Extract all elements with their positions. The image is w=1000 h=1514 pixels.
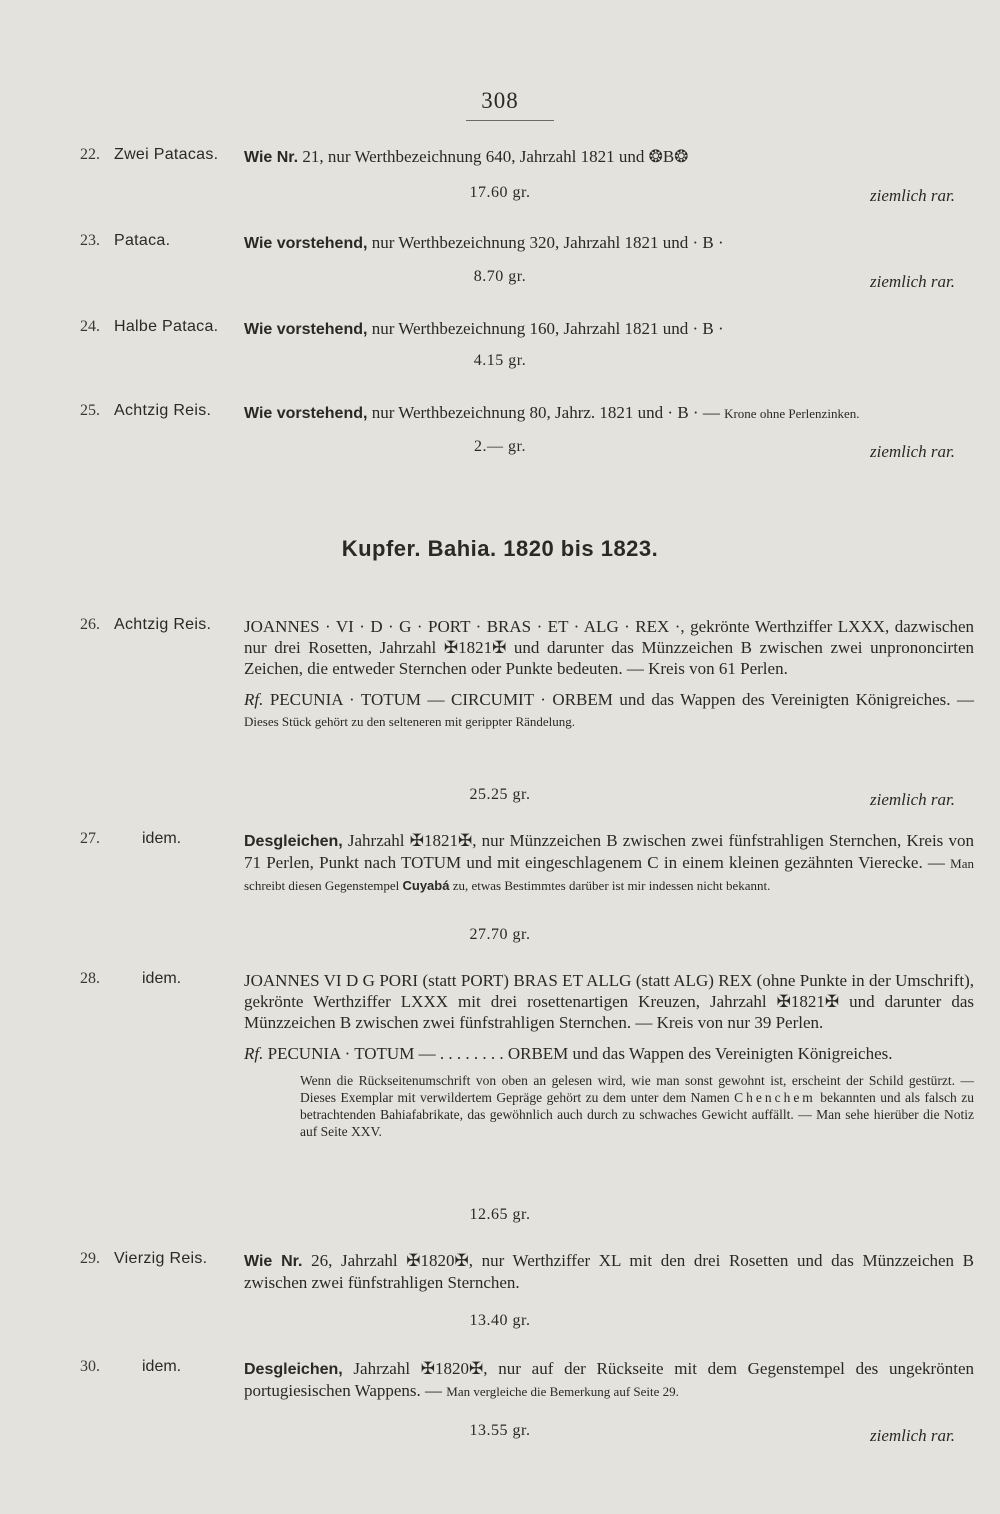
entry-rarity: ziemlich rar.	[870, 1426, 955, 1445]
entry-denomination: idem.	[142, 830, 182, 847]
reverse-description: Rf. PECUNIA · TOTUM — . . . . . . . . ORBEM und das Wappen des Vereinigten Königreiches.	[244, 1044, 893, 1063]
reverse-description: Rf. PECUNIA · TOTUM — CIRCUMIT · ORBEM und das Wappen des Vereinigten Königreiches. — Dieses Stück gehört zu den selteneren mit gerippter Rändelung.	[244, 690, 974, 729]
entry-denomination: Pataca.	[114, 232, 171, 249]
entry-lead: Desgleichen,	[244, 833, 343, 850]
entry-weight: 13.40 gr.	[469, 1312, 531, 1329]
entry-number: 27.	[80, 830, 100, 847]
entry-note: Man schreibt diesen Gegenstempel Cuyabá zu, etwas Bestimmtes darüber ist mir indessen nicht bekannt.	[244, 856, 974, 893]
entry-description: Wie Nr. 21, nur Werthbezeichnung 640, Jahrzahl 1821 und ❂B❂	[244, 147, 689, 166]
entry-denomination: idem.	[142, 1358, 182, 1375]
entry-denomination: Achtzig Reis.	[114, 616, 212, 633]
entry-number: 24.	[80, 318, 100, 335]
entry-description: Wie vorstehend, nur Werthbezeichnung 80, Jahrz. 1821 und · B · — Krone ohne Perlenzinken.	[244, 403, 860, 422]
entry-weight: 2.— gr.	[474, 438, 526, 455]
entry-denomination: idem.	[142, 970, 182, 987]
entry-weight: 4.15 gr.	[473, 352, 527, 369]
entry-rarity: ziemlich rar.	[870, 186, 955, 205]
entry-weight: 8.70 gr.	[473, 268, 527, 285]
entry-number: 26.	[80, 616, 100, 633]
entry-rarity: ziemlich rar.	[870, 442, 955, 461]
entry-rarity: ziemlich rar.	[870, 790, 955, 809]
entry-number: 29.	[80, 1250, 100, 1267]
section-heading: Kupfer. Bahia. 1820 bis 1823.	[341, 536, 659, 561]
entry-weight: 13.55 gr.	[469, 1422, 531, 1439]
entry-description: Desgleichen, Jahrzahl ✠1820✠, nur auf der Rückseite mit dem Gegenstempel des ungekrönten portugiesischen Wappens. — Man vergleiche die Bemerkung auf Seite 29.	[244, 1359, 974, 1400]
entry-lead: Wie vorstehend,	[244, 321, 368, 338]
entry-denomination: Zwei Patacas.	[114, 146, 219, 163]
entry-footnote: Wenn die Rückseitenumschrift von oben an gelesen wird, wie man sonst gewohnt ist, erscheint der Schild gestürzt. — Dieses Exemplar mit verwildertem Gepräge gehört zu dem unter dem Namen Chenchem bekannten und als falsch zu betrachtenden Bahiafabrikate, das gewöhnlich auch durch zu schwaches Gewicht auffällt. — Man sehe hierüber die Notiz auf Seite XXV.	[300, 1073, 974, 1139]
entry-description: Wie vorstehend, nur Werthbezeichnung 160, Jahrzahl 1821 und · B ·	[244, 319, 724, 338]
entry-number: 23.	[80, 232, 100, 249]
entry-lead: Wie Nr.	[244, 149, 299, 166]
entry-denomination: Vierzig Reis.	[114, 1250, 208, 1267]
entry-weight: 17.60 gr.	[469, 184, 531, 201]
reverse-mark: Rf.	[244, 1044, 264, 1063]
entry-lead: Wie vorstehend,	[244, 405, 368, 422]
entry-denomination: Halbe Pataca.	[114, 318, 219, 335]
entry-lead: Wie vorstehend,	[244, 235, 368, 252]
entry-description: Wie Nr. 26, Jahrzahl ✠1820✠, nur Werthziffer XL mit den drei Rosetten und das Münzzeichen B zwischen zwei fünfstrahligen Sternchen.	[244, 1251, 974, 1292]
entry-note: Man vergleiche die Bemerkung auf Seite 29.	[446, 1384, 679, 1399]
entry-number: 28.	[80, 970, 100, 987]
entry-denomination: Achtzig Reis.	[114, 402, 212, 419]
entry-description: Desgleichen, Jahrzahl ✠1821✠, nur Münzzeichen B zwischen zwei fünfstrahligen Sternchen, Kreis von 71 Perlen, Punkt nach TOTUM und mit eingeschlagenem C in einem kleinen gezähnten Vierecke. — Man schreibt diesen Gegenstempel Cuyabá zu, etwas Bestimmtes darüber ist mir indessen nicht bekannt.	[244, 831, 974, 893]
entry-note: Krone ohne Perlenzinken.	[724, 406, 860, 421]
entry-number: 25.	[80, 402, 100, 419]
entry-number: 30.	[80, 1358, 100, 1375]
entry-weight: 27.70 gr.	[469, 926, 531, 943]
entry-weight: 12.65 gr.	[469, 1206, 531, 1223]
entry-weight: 25.25 gr.	[469, 786, 531, 803]
entry-rarity: ziemlich rar.	[870, 272, 955, 291]
entry-description: Wie vorstehend, nur Werthbezeichnung 320, Jahrzahl 1821 und · B ·	[244, 233, 724, 252]
reverse-mark: Rf.	[244, 690, 264, 709]
entry-note: Dieses Stück gehört zu den selteneren mit gerippter Rändelung.	[244, 714, 576, 729]
entry-lead: Desgleichen,	[244, 1361, 343, 1378]
page-number-rule	[466, 120, 554, 121]
entry-number: 22.	[80, 146, 100, 163]
entry-lead: Wie Nr.	[244, 1253, 303, 1270]
entry-description: JOANNES VI D G PORI (statt PORT) BRAS ET ALLG (statt ALG) REX (ohne Punkte in der Umschrift), gekrönte Werthziffer LXXX mit drei rosettenartigen Kreuzen, Jahrzahl ✠1821✠ und darunter das Münzzeichen B zwischen zwei fünfstrahligen Sternchen. — Kreis von nur 39 Perlen. Rf. PECUNIA · TOTUM — . . . . . . . . ORBEM und das Wappen des Vereinigten Königreiches. Wenn die Rückseitenumschrift von oben an gelesen wird, wie man sonst gewohnt ist, erscheint der Schild gestürzt. — Dieses Exemplar mit verwildertem Gepräge gehört zu dem unter dem Namen Chenchem bekannten und als falsch zu betrachtenden Bahiafabrikate, das gewöhnlich auch durch zu schwaches Gewicht auffällt. — Man sehe hierüber die Notiz auf Seite XXV.	[244, 971, 974, 1139]
entry-description: JOANNES · VI · D · G · PORT · BRAS · ET · ALG · REX ·, gekrönte Werthziffer LXXX, dazwischen nur drei Rosetten, Jahrzahl ✠1821✠ und darunter das Münzzeichen B zwischen zwei unprononcirten Zeichen, die entweder Sternchen oder Punkte bedeuten. — Kreis von 61 Perlen. Rf. PECUNIA · TOTUM — CIRCUMIT · ORBEM und das Wappen des Vereinigten Königreiches. — Dieses Stück gehört zu den selteneren mit gerippter Rändelung.	[244, 616, 974, 732]
page-number: 308	[481, 88, 519, 113]
